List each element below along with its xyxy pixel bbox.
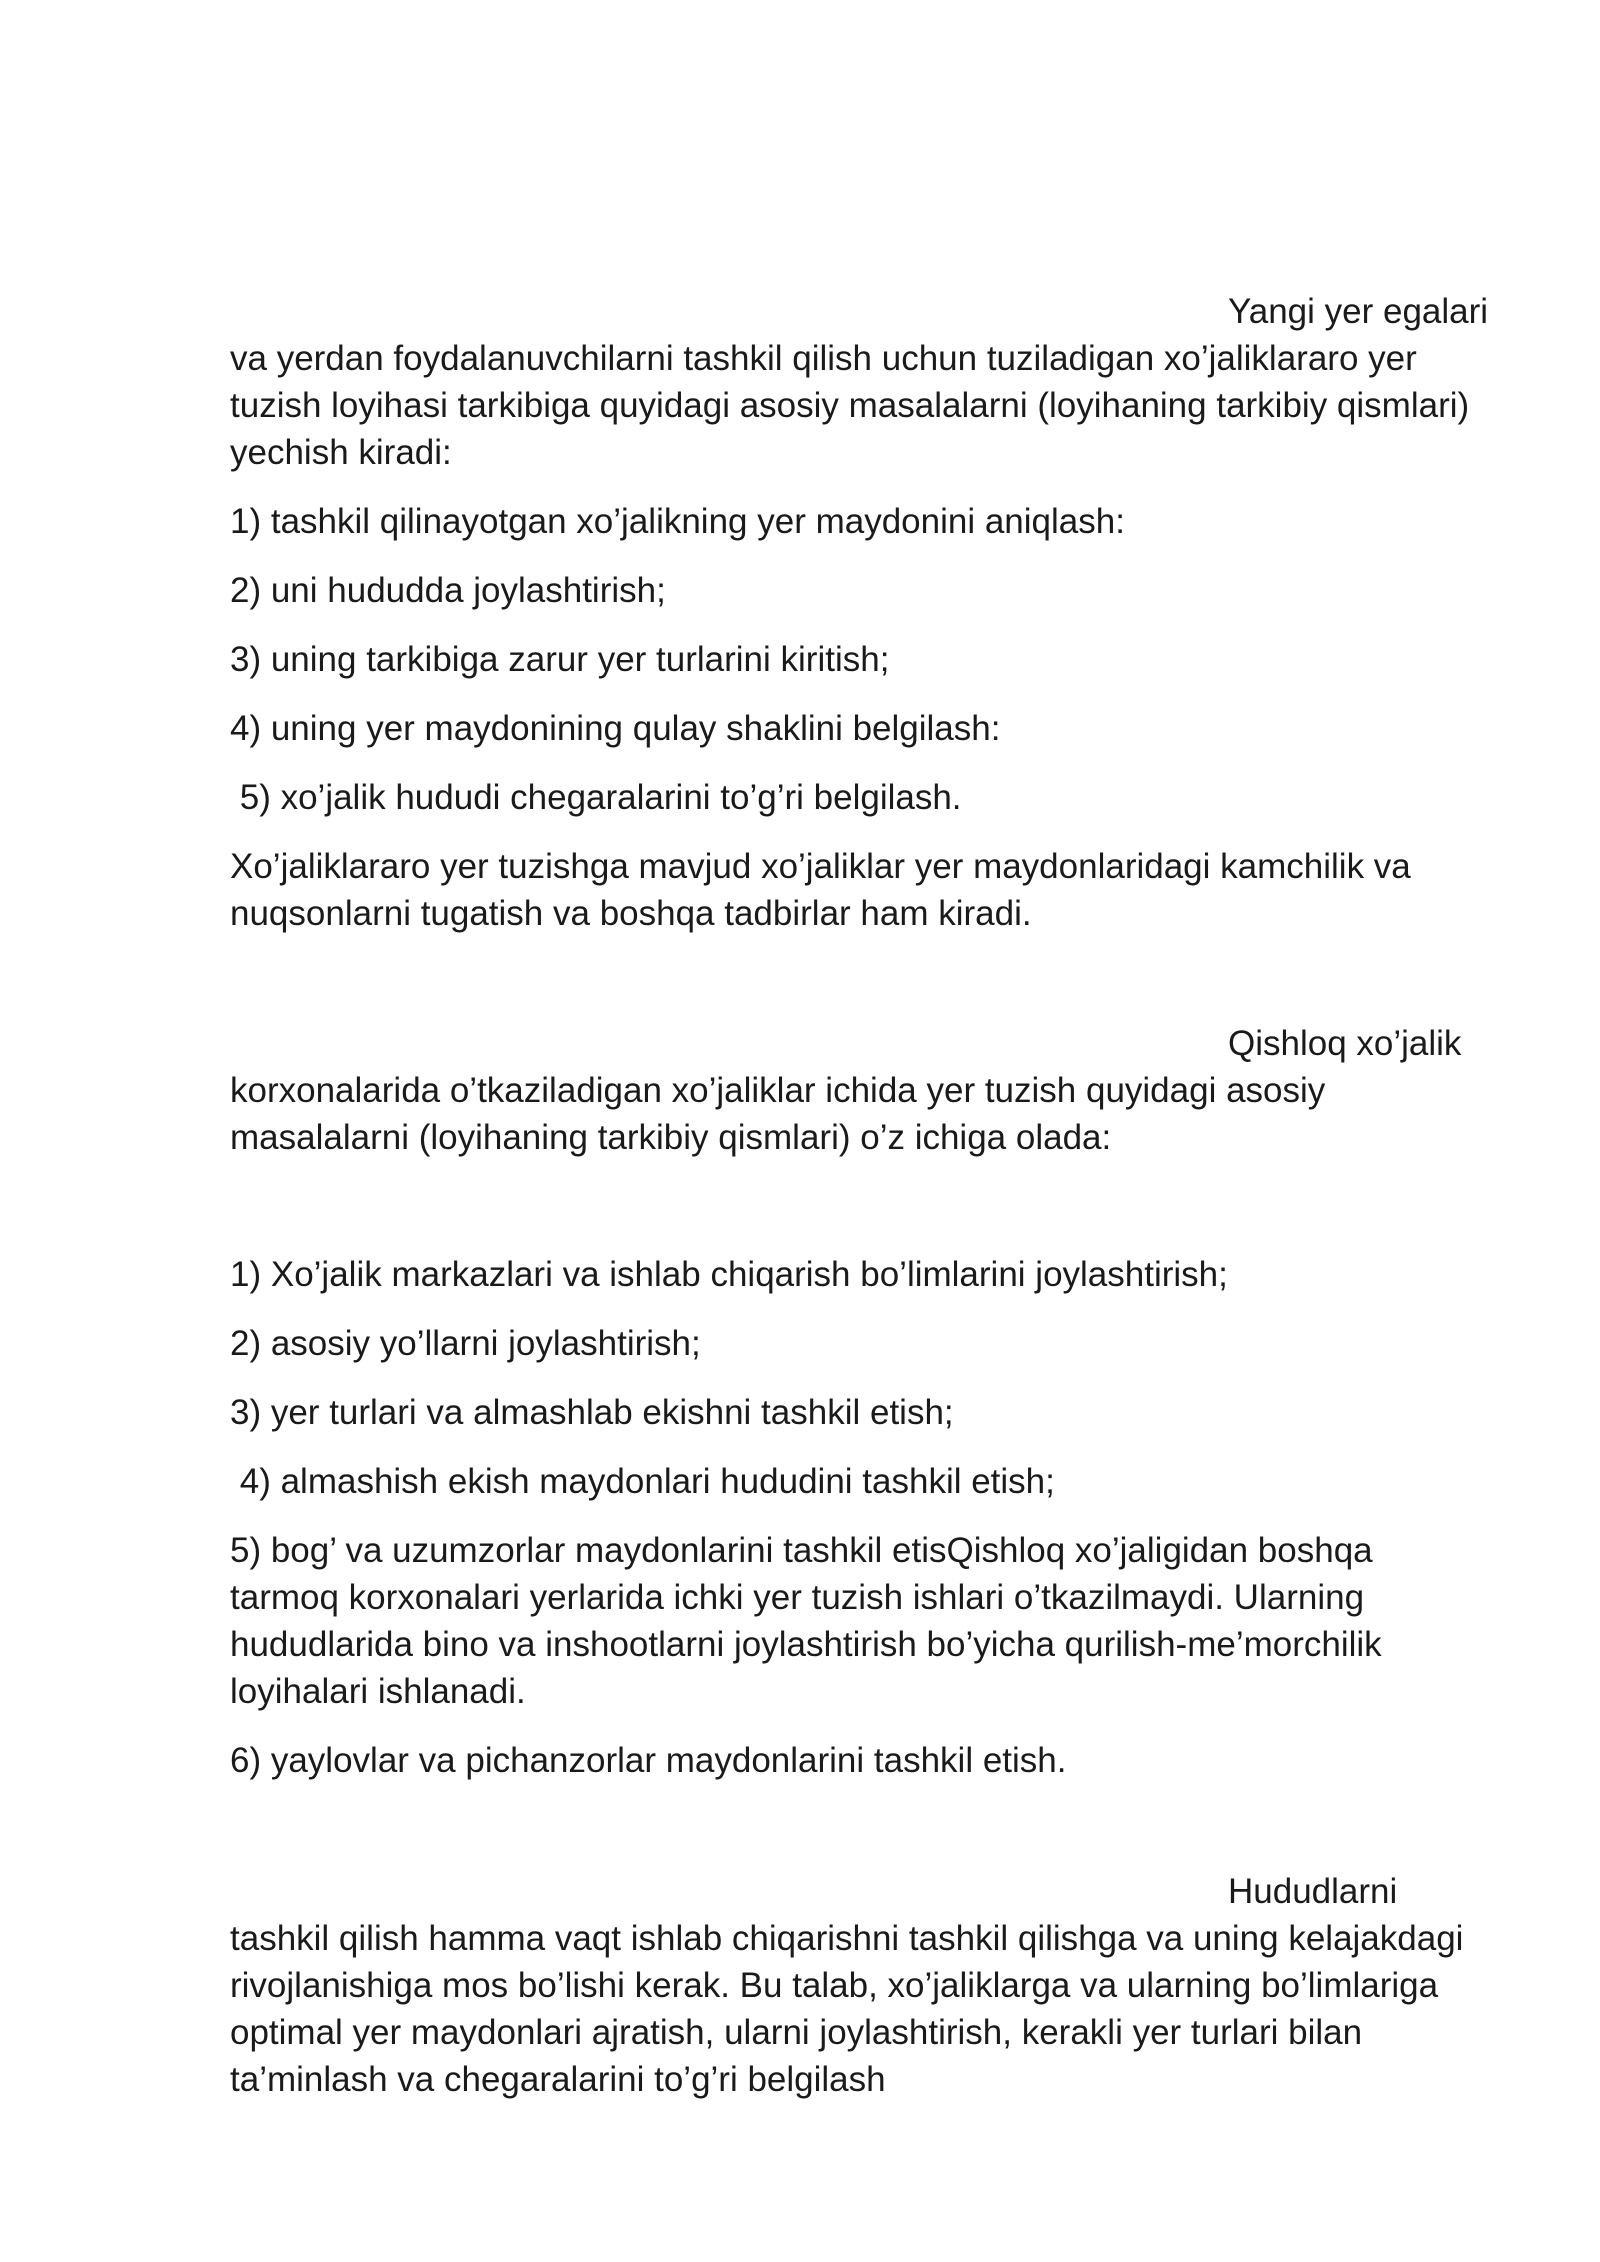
section-1 <box>230 288 1490 937</box>
section-1-closing: Xo’jaliklararo yer tuzishga mavjud xo’jaliklar yer maydonlaridagi kamchilik va nuqsonlarni tugatish va boshqa tadbirlar ham kiradi. <box>230 847 1411 933</box>
section-2-intro: Qishloq xo’jalik korxonalarida o’tkaziladigan xo’jaliklar ichida yer tuzish quyidagi asosiy masalalarni (loyihaning tarkibiy qismlari) o’z ichiga olada: <box>230 1024 1462 1157</box>
section-3-intro: Hududlarni tashkil qilish hamma vaqt ishlab chiqarishni tashkil qilishga va uning kelajakdagi rivojlanishiga mos bo’lishi kerak. Bu talab, xo’jaliklarga va ularning bo’limlariga optimal yer maydonlari ajratish, ularni joylashtirish, kerakli yer turlari bilan ta’minlash va chegaralarini to’g’ri belgilash <box>230 1872 1464 2099</box>
section-1-item-2: 2) uni hududda joylashtirish; <box>230 571 666 610</box>
section-3 <box>230 1868 1490 2103</box>
section-2-item-4: 4) almashish ekish maydonlari hududini tashkil etish; <box>230 1462 1055 1501</box>
section-2-item-2: 2) asosiy yo’llarni joylashtirish; <box>230 1324 701 1363</box>
section-2 <box>230 1020 1490 1784</box>
section-2-item-3: 3) yer turlari va almashlab ekishni tashkil etish; <box>230 1393 954 1432</box>
section-1-intro: Yangi yer egalari va yerdan foydalanuvchilarni tashkil qilish uchun tuziladigan xo’jaliklararo yer tuzish loyihasi tarkibiga quyidagi asosiy masalalarni (loyihaning tarkibiy qismlari) yechish kiradi: <box>230 292 1489 472</box>
section-2-item-1: 1) Xo’jalik markazlari va ishlab chiqarish bo’limlarini joylashtirish; <box>230 1255 1228 1294</box>
section-1-item-3: 3) uning tarkibiga zarur yer turlarini kiritish; <box>230 640 890 679</box>
section-2-item-5: 5) bog’ va uzumzorlar maydonlarini tashkil etisQishloq xo’jaligidan boshqa tarmoq korxonalari yerlarida ichki yer tuzish ishlari o’tkazilmaydi. Ularning hududlarida bino va inshootlarni joylashtirish bo’yicha qurilish-me’morchilik loyihalari ishlanadi. <box>230 1531 1382 1711</box>
section-1-item-5: 5) xo’jalik hududi chegaralarini to’g’ri belgilash. <box>230 778 962 817</box>
section-1-item-4: 4) uning yer maydonining qulay shaklini belgilash: <box>230 709 1001 748</box>
section-1-item-1: 1) tashkil qilinayotgan xo’jalikning yer maydonini aniqlash: <box>230 502 1125 541</box>
section-2-item-6: 6) yaylovlar va pichanzorlar maydonlarini tashkil etish. <box>230 1741 1067 1780</box>
